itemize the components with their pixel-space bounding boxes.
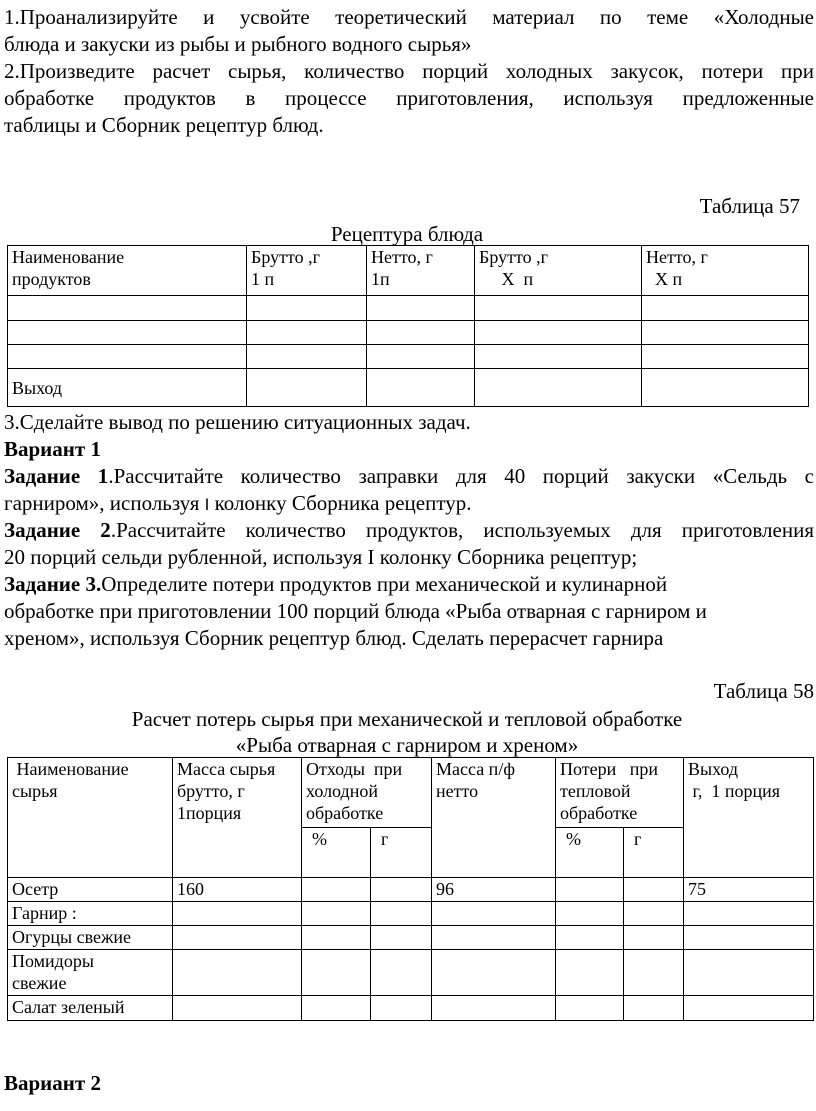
- table-58: [7, 757, 814, 1021]
- table-row: [8, 926, 814, 950]
- row-name: Салат зеленый: [8, 996, 173, 1021]
- header-heat: Потери при тепловой обработке: [556, 758, 684, 828]
- header-brutto: Масса сырья брутто, г 1порция: [173, 758, 302, 878]
- task-label: Задание 2: [4, 518, 111, 542]
- subheader-g: г: [624, 828, 684, 878]
- header-name: Наименование сырья: [8, 758, 173, 878]
- header-yield: Выход г, 1 порция: [684, 758, 814, 878]
- table-58-title-line: Расчет потерь сырья при механической и тепловой обработке: [131, 707, 683, 731]
- row-netto: 96: [432, 878, 556, 902]
- subheader-pct: %: [302, 828, 371, 878]
- variant-2-title: Вариант 2: [4, 1071, 101, 1095]
- table-58-number: Таблица 58: [713, 679, 814, 703]
- task-3: Задание 3.Определите потери продуктов при механической и кулинарной обработке при приготовлении 100 порций блюда «Рыба отварная с гарниром и хреном», используя Сборник рецептур блюд. Сделать перерасчет гарнира: [4, 572, 707, 650]
- row-name: Огурцы свежие: [8, 926, 173, 950]
- table-57: [7, 245, 809, 407]
- item-2-line: таблицы и Сборник рецептур блюд.: [4, 113, 324, 137]
- item-2: [4, 58, 814, 139]
- header-cell: Нетто, г 1п: [367, 246, 475, 296]
- table-row: [8, 996, 814, 1021]
- header-netto: Масса п/ф нетто: [432, 758, 556, 878]
- task-1: Задание 1.Рассчитайте количество заправки для 40 порций закуски «Сельдь с гарниром», используя I колонку Сборника рецептур.: [4, 464, 814, 515]
- table-row: [8, 345, 809, 369]
- subheader-g: г: [371, 828, 432, 878]
- table-58-header-row: [8, 758, 814, 828]
- table-row: [8, 878, 814, 902]
- row-brutto: 160: [173, 878, 302, 902]
- table-57-footer-row: [8, 369, 809, 407]
- table-row: [8, 902, 814, 926]
- row-name: Осетр: [8, 878, 173, 902]
- table-row: [8, 321, 809, 345]
- item-3: 3.Сделайте вывод по решению ситуационных задач.: [4, 410, 471, 434]
- header-cell: Наименование продуктов: [8, 246, 247, 296]
- item-1: [4, 4, 814, 58]
- item-2-line: обработке продуктов в процессе приготовления, используя предложенные: [4, 86, 814, 110]
- header-cell: Нетто, г Х п: [642, 246, 809, 296]
- task-2: Задание 2.Рассчитайте количество продуктов, используемых для приготовления 20 порций сельди рубленной, используя I колонку Сборника рецептур;: [4, 518, 814, 569]
- item-1-line: блюда и закуски из рыбы и рыбного водного сырья»: [4, 32, 472, 56]
- header-cell: Брутто ,г 1 п: [247, 246, 367, 296]
- table-57-number: Таблица 57: [699, 194, 800, 218]
- task-label: Задание 3.: [4, 572, 102, 596]
- item-2-line: 2.Произведите расчет сырья, количество порций холодных закусок, потери при: [4, 59, 814, 83]
- table-57-header-row: [8, 246, 809, 296]
- table-row: [8, 296, 809, 321]
- roman-numeral: I: [204, 495, 210, 514]
- variant-1-title: Вариант 1: [4, 437, 101, 461]
- table-58-title-line: «Рыба отварная с гарниром и хреном»: [235, 733, 579, 757]
- row-name: Помидоры свежие: [8, 950, 173, 996]
- subheader-pct: %: [556, 828, 624, 878]
- row-yield: 75: [684, 878, 814, 902]
- row-name: Гарнир :: [8, 902, 173, 926]
- table-row: [8, 950, 814, 996]
- footer-label: Выход: [8, 369, 247, 407]
- task-label: Задание 1: [4, 464, 109, 488]
- header-cold: Отходы при холодной обработке: [302, 758, 432, 828]
- table-57-title: Рецептура блюда: [330, 222, 484, 246]
- header-cell: Брутто ,г Х п: [475, 246, 642, 296]
- item-1-line: 1.Проанализируйте и усвойте теоретический материал по теме «Холодные: [4, 5, 814, 29]
